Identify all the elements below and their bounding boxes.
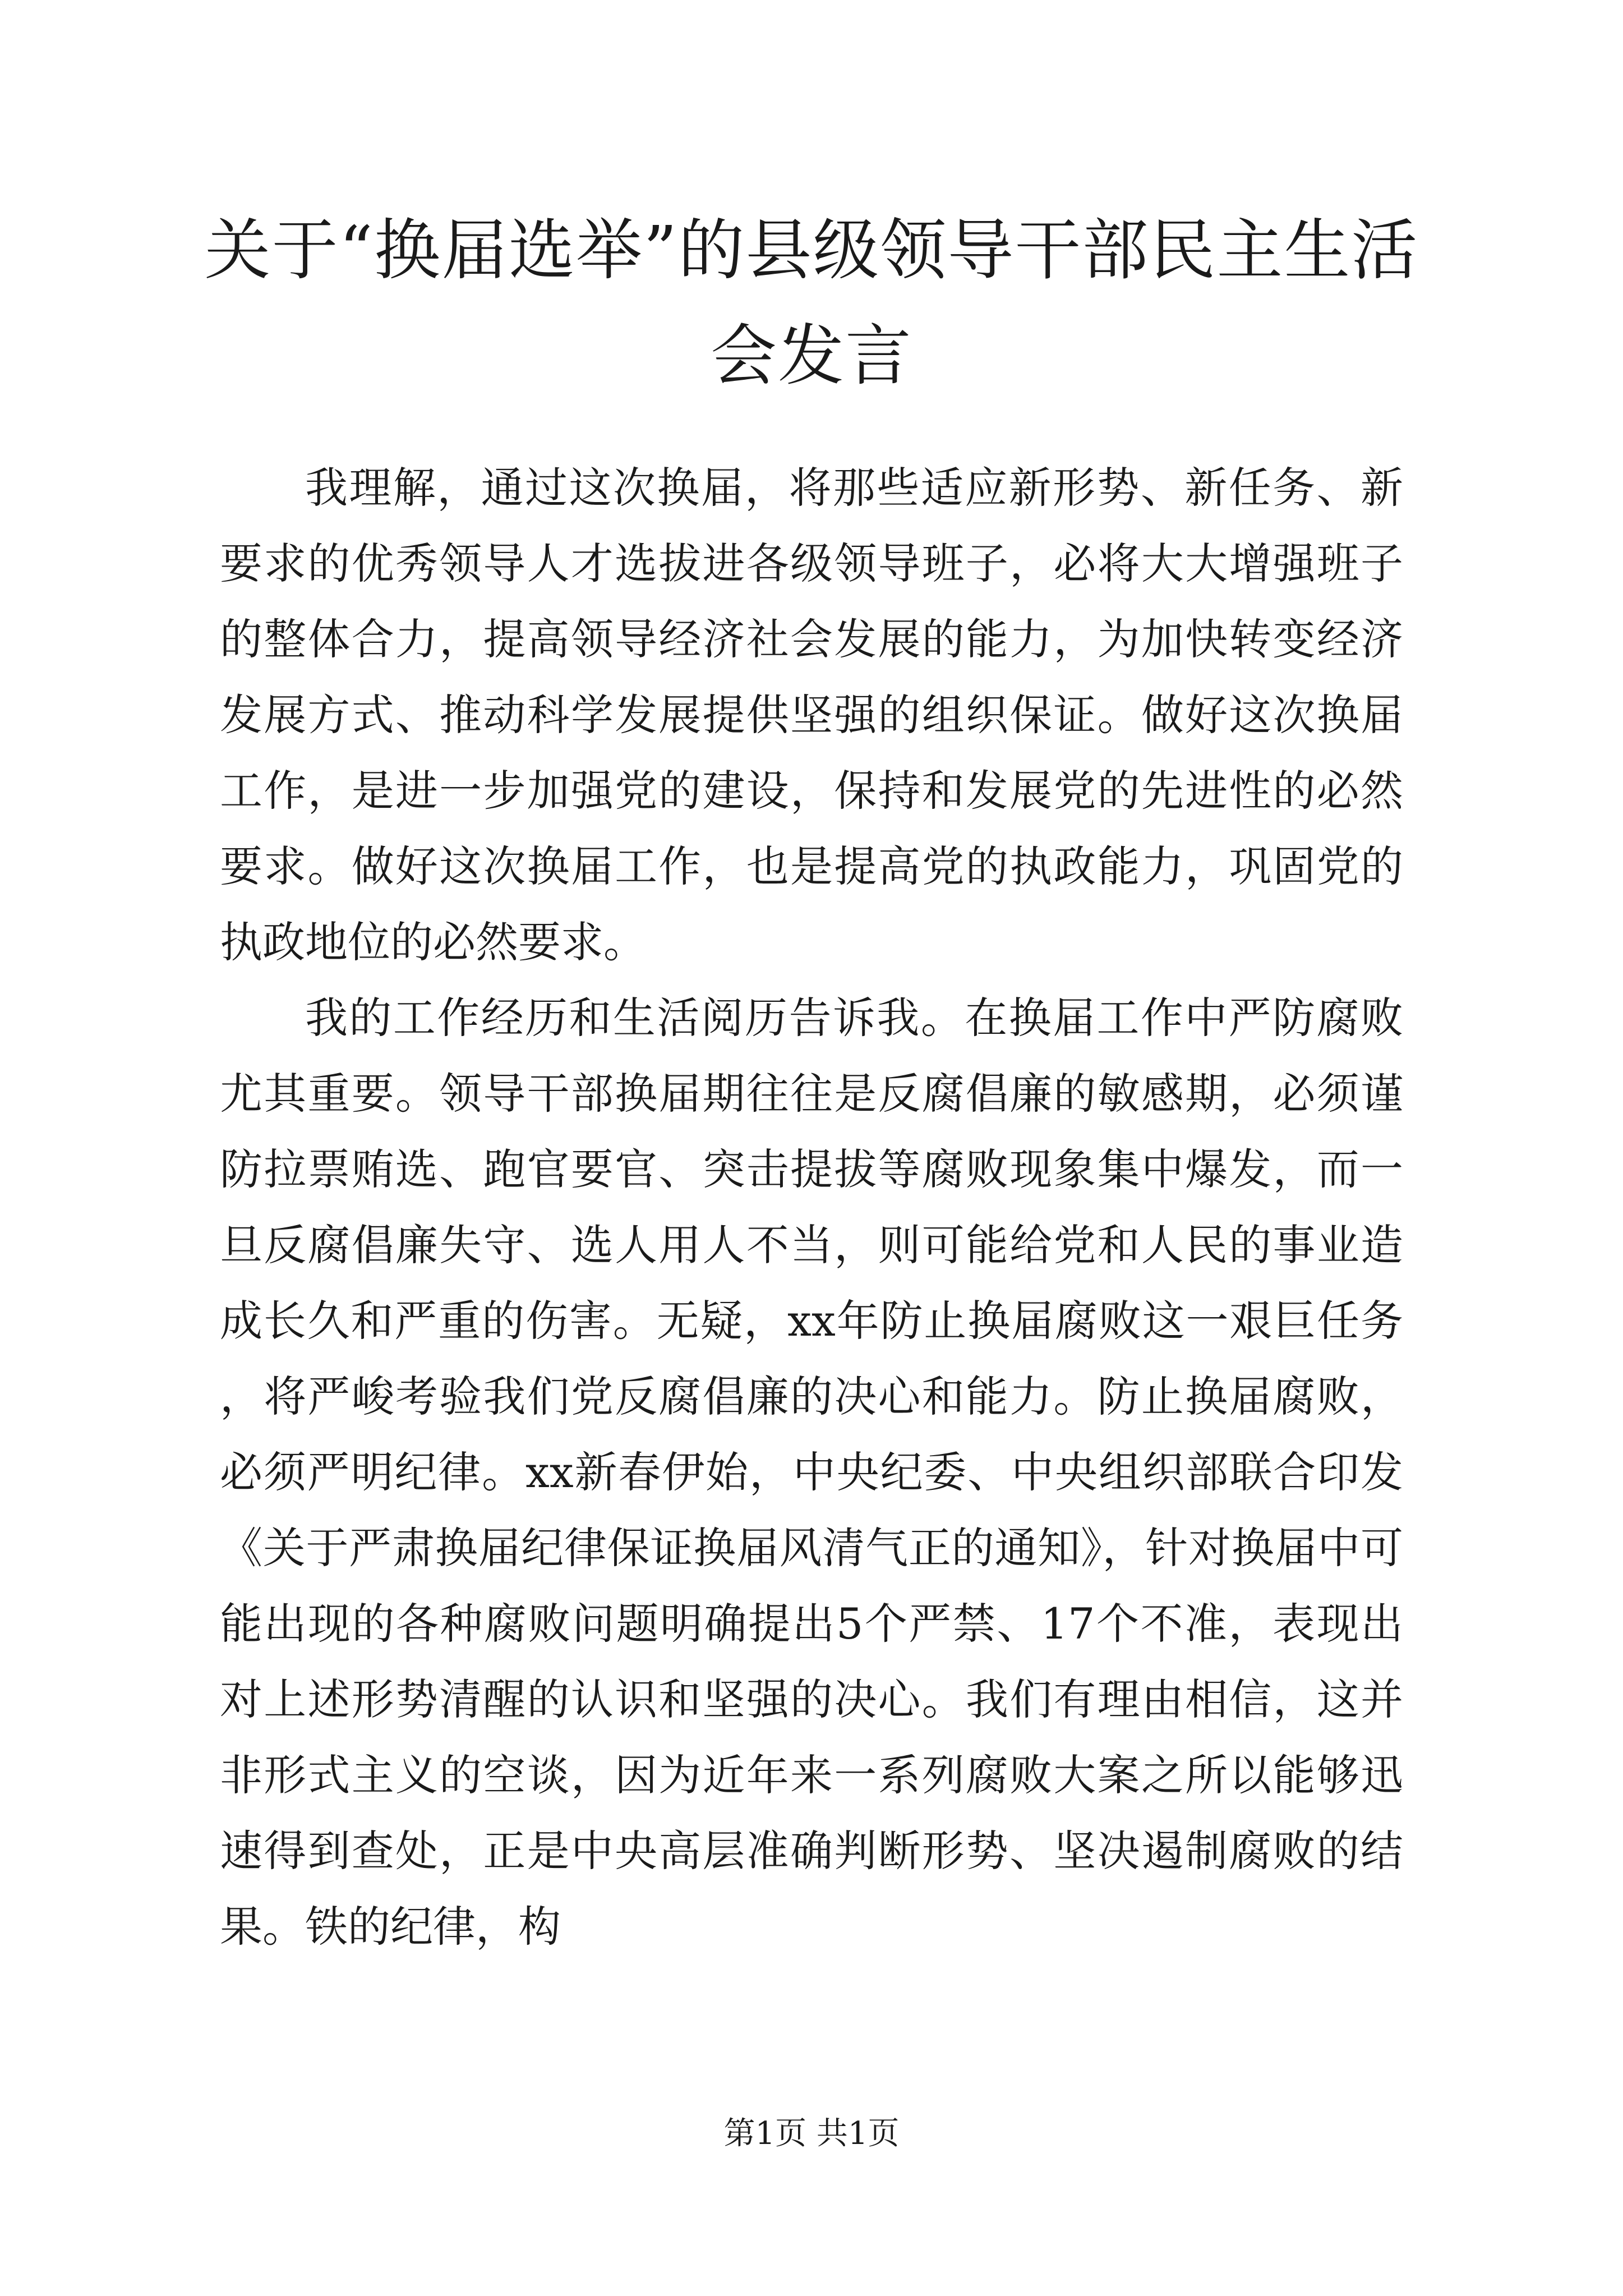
paragraph-2: 我的工作经历和生活阅历告诉我。在换届工作中严防腐败尤其重要。领导干部换届期往往是反腐倡廉的敏感期，必须谨防拉票贿选、跑官要官、突击提拔等腐败现象集中爆发，而一旦反腐倡廉失守、选人用人不当，则可能给党和人民的事业造成长久和严重的伤害。无疑，xx年防止换届腐败这一艰巨任务，将严峻考验我们党反腐倡廉的决心和能力。防止换届腐败，必须严明纪律。xx新春伊始，中央纪委、中央组织部联合印发《关于严肃换届纪律保证换届风清气正的通知》，针对换届中可能出现的各种腐败问题明确提出5个严禁、17个不准，表现出对上述形势清醒的认识和坚强的决心。我们有理由相信，这并非形式主义的空谈，因为近年来一系列腐败大案之所以能够迅速得到查处，正是中央高层准确判断形势、坚决遏制腐败的结果。铁的纪律，构: [220, 993, 1403, 1952]
page-footer: 第1页 共1页: [723, 2115, 900, 2152]
paragraph-1: 我理解，通过这次换届，将那些适应新形势、新任务、新要求的优秀领导人才选拔进各级领导班子，必将大大增强班子的整体合力，提高领导经济社会发展的能力，为加快转变经济发展方式、推动科学发展提供坚强的组织保证。做好这次换届工作，是进一步加强党的建设，保持和发展党的先进性的必然要求。做好这次换届工作，也是提高党的执政能力，巩固党的执政地位的必然要求。: [220, 463, 1403, 967]
document-body: [220, 450, 1403, 1964]
document-title: 关于“换届选举”的县级领导干部民主生活会发言: [204, 211, 1419, 394]
